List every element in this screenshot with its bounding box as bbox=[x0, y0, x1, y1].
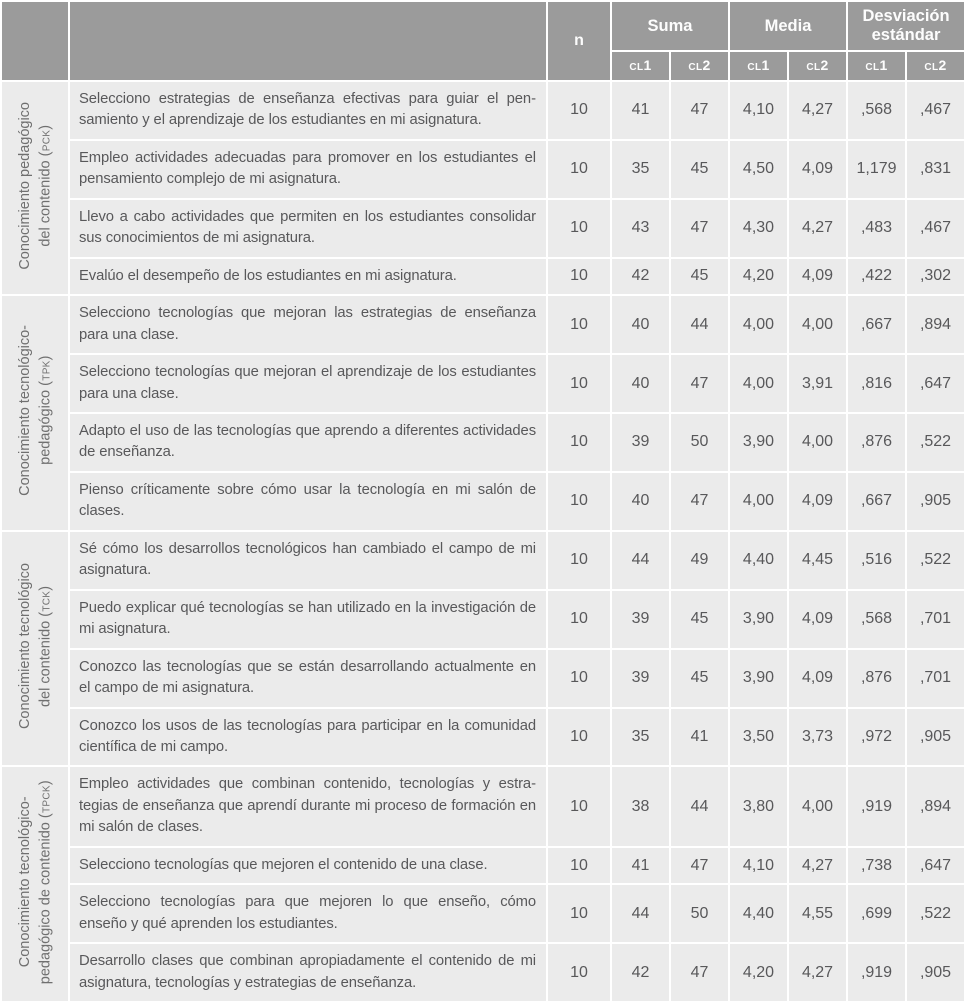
category-line1: Conocimiento tecnológico- bbox=[16, 796, 33, 968]
de-cl2-value: ,647 bbox=[906, 354, 964, 413]
category-abbr: (tck) bbox=[37, 585, 53, 617]
suma-cl2-value: 50 bbox=[670, 413, 729, 472]
de-cl2-value: ,905 bbox=[906, 472, 964, 531]
table-row bbox=[1, 199, 964, 258]
suma-cl1-value: 40 bbox=[611, 295, 670, 354]
de-cl1-value: ,422 bbox=[847, 258, 906, 295]
item-text: Conozco los usos de las tecnologías para participar en la comunidad científica de mi campo. bbox=[69, 708, 547, 767]
suma-cl1-value: 40 bbox=[611, 354, 670, 413]
category-line1: Conocimiento pedagógico bbox=[16, 101, 33, 270]
item-text: Puedo explicar qué tecnologías se han utilizado en la investigación de mi asignatura. bbox=[69, 590, 547, 649]
suma-cl1-value: 39 bbox=[611, 649, 670, 708]
media-cl2-value: 3,91 bbox=[788, 354, 847, 413]
category-line2-text: del contenido bbox=[37, 620, 53, 707]
media-cl1-value: 3,50 bbox=[729, 708, 788, 767]
category-line2 bbox=[35, 780, 55, 984]
suma-cl2-value: 45 bbox=[670, 140, 729, 199]
de-cl1-value: ,667 bbox=[847, 472, 906, 531]
table-row bbox=[1, 943, 964, 1002]
media-cl1-value: 4,20 bbox=[729, 258, 788, 295]
item-text: Empleo actividades que combinan contenido, tecnologías y estrategias de enseñanza que aprendí durante mi proceso de formación en mi salón de clases. bbox=[69, 766, 547, 846]
media-cl1-value: 3,90 bbox=[729, 590, 788, 649]
de-cl2-value: ,701 bbox=[906, 649, 964, 708]
item-text: Sé cómo los desarrollos tecnológicos han cambiado el campo de mi asignatura. bbox=[69, 531, 547, 590]
header-media-cl2: cl2 bbox=[788, 51, 847, 81]
media-cl2-value: 4,27 bbox=[788, 943, 847, 1002]
media-cl2-value: 4,00 bbox=[788, 413, 847, 472]
category-abbr: (tpck) bbox=[37, 779, 53, 818]
media-cl1-value: 3,90 bbox=[729, 413, 788, 472]
suma-cl2-value: 44 bbox=[670, 766, 729, 846]
n-value: 10 bbox=[547, 258, 611, 295]
suma-cl1-value: 41 bbox=[611, 847, 670, 884]
n-value: 10 bbox=[547, 590, 611, 649]
media-cl1-value: 4,00 bbox=[729, 295, 788, 354]
de-cl2-value: ,905 bbox=[906, 708, 964, 767]
media-cl2-value: 4,00 bbox=[788, 766, 847, 846]
header-de-cl2: cl2 bbox=[906, 51, 964, 81]
category-label bbox=[15, 102, 56, 270]
category-line2 bbox=[35, 563, 55, 729]
header-row-groups bbox=[1, 1, 964, 51]
category-label bbox=[15, 563, 56, 729]
de-cl1-value: ,516 bbox=[847, 531, 906, 590]
de-cl2-value: ,467 bbox=[906, 199, 964, 258]
de-cl2-value: ,894 bbox=[906, 766, 964, 846]
item-text: Adapto el uso de las tecnologías que aprendo a diferentes actividades de enseñanza. bbox=[69, 413, 547, 472]
de-cl1-value: ,919 bbox=[847, 766, 906, 846]
header-suma-cl1: cl1 bbox=[611, 51, 670, 81]
media-cl2-value: 4,45 bbox=[788, 531, 847, 590]
item-text: Selecciono tecnologías que mejoren el contenido de una clase. bbox=[69, 847, 547, 884]
n-value: 10 bbox=[547, 708, 611, 767]
de-cl1-value: ,699 bbox=[847, 884, 906, 943]
item-text: Selecciono estrategias de enseñanza efectivas para guiar el pensamiento y el aprendizaje de los estudiantes en mi asignatura. bbox=[69, 81, 547, 140]
category-line1: Conocimiento tecnológico- bbox=[16, 325, 33, 496]
category-cell-tpck bbox=[1, 766, 69, 1002]
media-cl2-value: 4,00 bbox=[788, 295, 847, 354]
media-cl2-value: 4,09 bbox=[788, 140, 847, 199]
media-cl2-value: 4,27 bbox=[788, 847, 847, 884]
de-cl1-value: ,972 bbox=[847, 708, 906, 767]
suma-cl1-value: 42 bbox=[611, 258, 670, 295]
de-cl2-value: ,467 bbox=[906, 81, 964, 140]
de-cl1-value: ,568 bbox=[847, 81, 906, 140]
table-row bbox=[1, 590, 964, 649]
suma-cl1-value: 41 bbox=[611, 81, 670, 140]
table-row bbox=[1, 81, 964, 140]
table-row bbox=[1, 295, 964, 354]
media-cl2-value: 4,09 bbox=[788, 258, 847, 295]
suma-cl1-value: 35 bbox=[611, 140, 670, 199]
item-text: Selecciono tecnologías que mejoran las estrategias de enseñanza para una clase. bbox=[69, 295, 547, 354]
suma-cl2-value: 50 bbox=[670, 884, 729, 943]
n-value: 10 bbox=[547, 81, 611, 140]
n-value: 10 bbox=[547, 413, 611, 472]
item-text: Selecciono tecnologías que mejoran el aprendizaje de los estudiantes para una clase. bbox=[69, 354, 547, 413]
de-cl1-value: ,667 bbox=[847, 295, 906, 354]
suma-cl2-value: 45 bbox=[670, 590, 729, 649]
de-cl2-value: ,522 bbox=[906, 413, 964, 472]
suma-cl2-value: 47 bbox=[670, 472, 729, 531]
header-suma: Suma bbox=[611, 1, 729, 51]
suma-cl2-value: 49 bbox=[670, 531, 729, 590]
category-line1: Conocimiento tecnológico bbox=[16, 563, 33, 730]
suma-cl2-value: 45 bbox=[670, 649, 729, 708]
table-row bbox=[1, 472, 964, 531]
de-cl1-value: ,816 bbox=[847, 354, 906, 413]
category-label bbox=[15, 325, 56, 496]
suma-cl2-value: 45 bbox=[670, 258, 729, 295]
de-cl1-value: ,568 bbox=[847, 590, 906, 649]
de-cl1-value: 1,179 bbox=[847, 140, 906, 199]
de-cl2-value: ,522 bbox=[906, 531, 964, 590]
n-value: 10 bbox=[547, 472, 611, 531]
item-text: Pienso críticamente sobre cómo usar la tecnología en mi salón de clases. bbox=[69, 472, 547, 531]
table-row bbox=[1, 649, 964, 708]
suma-cl2-value: 47 bbox=[670, 354, 729, 413]
media-cl1-value: 4,00 bbox=[729, 354, 788, 413]
n-value: 10 bbox=[547, 354, 611, 413]
n-value: 10 bbox=[547, 766, 611, 846]
item-text: Selecciono tecnologías para que mejoren lo que enseño, cómo enseño y qué aprenden los estudiantes. bbox=[69, 884, 547, 943]
category-line2 bbox=[35, 102, 55, 270]
category-cell-pck bbox=[1, 81, 69, 295]
header-item-blank bbox=[69, 1, 547, 81]
n-value: 10 bbox=[547, 531, 611, 590]
n-value: 10 bbox=[547, 199, 611, 258]
de-cl2-value: ,647 bbox=[906, 847, 964, 884]
de-cl2-value: ,894 bbox=[906, 295, 964, 354]
de-cl2-value: ,905 bbox=[906, 943, 964, 1002]
category-line2-text: pedagógico de contenido bbox=[37, 821, 53, 984]
table-row bbox=[1, 884, 964, 943]
suma-cl2-value: 47 bbox=[670, 199, 729, 258]
suma-cl1-value: 44 bbox=[611, 531, 670, 590]
media-cl1-value: 4,10 bbox=[729, 847, 788, 884]
media-cl2-value: 3,73 bbox=[788, 708, 847, 767]
n-value: 10 bbox=[547, 140, 611, 199]
header-de-cl1: cl1 bbox=[847, 51, 906, 81]
media-cl2-value: 4,55 bbox=[788, 884, 847, 943]
suma-cl2-value: 47 bbox=[670, 943, 729, 1002]
suma-cl1-value: 44 bbox=[611, 884, 670, 943]
table-row bbox=[1, 140, 964, 199]
media-cl1-value: 4,40 bbox=[729, 884, 788, 943]
de-cl1-value: ,876 bbox=[847, 649, 906, 708]
item-text: Conozco las tecnologías que se están desarrollando actualmente en el campo de mi asignatura. bbox=[69, 649, 547, 708]
item-text: Empleo actividades adecuadas para promover en los estudiantes el pensamiento complejo de mi asignatura. bbox=[69, 140, 547, 199]
n-value: 10 bbox=[547, 884, 611, 943]
table-row bbox=[1, 354, 964, 413]
de-cl2-value: ,522 bbox=[906, 884, 964, 943]
media-cl2-value: 4,09 bbox=[788, 649, 847, 708]
category-cell-tpk bbox=[1, 295, 69, 531]
media-cl1-value: 3,80 bbox=[729, 766, 788, 846]
de-cl1-value: ,483 bbox=[847, 199, 906, 258]
de-cl2-value: ,701 bbox=[906, 590, 964, 649]
category-line2 bbox=[35, 325, 55, 496]
header-desviacion-estandar: Desviación estándar bbox=[847, 1, 964, 51]
category-line2-text: pedagógico bbox=[37, 390, 53, 466]
suma-cl2-value: 47 bbox=[670, 81, 729, 140]
n-value: 10 bbox=[547, 943, 611, 1002]
suma-cl1-value: 40 bbox=[611, 472, 670, 531]
header-category-blank bbox=[1, 1, 69, 81]
item-text: Evalúo el desempeño de los estudiantes en mi asignatura. bbox=[69, 258, 547, 295]
n-value: 10 bbox=[547, 847, 611, 884]
de-cl2-value: ,831 bbox=[906, 140, 964, 199]
table-row bbox=[1, 531, 964, 590]
de-cl1-value: ,876 bbox=[847, 413, 906, 472]
header-n: n bbox=[547, 1, 611, 81]
media-cl2-value: 4,27 bbox=[788, 81, 847, 140]
media-cl1-value: 4,20 bbox=[729, 943, 788, 1002]
de-cl2-value: ,302 bbox=[906, 258, 964, 295]
header-media: Media bbox=[729, 1, 847, 51]
suma-cl1-value: 38 bbox=[611, 766, 670, 846]
media-cl1-value: 4,50 bbox=[729, 140, 788, 199]
category-label bbox=[15, 780, 56, 984]
suma-cl1-value: 39 bbox=[611, 590, 670, 649]
media-cl2-value: 4,09 bbox=[788, 472, 847, 531]
media-cl1-value: 4,30 bbox=[729, 199, 788, 258]
table-row bbox=[1, 847, 964, 884]
de-cl1-value: ,919 bbox=[847, 943, 906, 1002]
table-row bbox=[1, 766, 964, 846]
suma-cl2-value: 41 bbox=[670, 708, 729, 767]
media-cl1-value: 3,90 bbox=[729, 649, 788, 708]
suma-cl1-value: 42 bbox=[611, 943, 670, 1002]
table-row bbox=[1, 258, 964, 295]
suma-cl1-value: 43 bbox=[611, 199, 670, 258]
header-media-cl1: cl1 bbox=[729, 51, 788, 81]
category-line2-text: del contenido bbox=[37, 160, 53, 247]
n-value: 10 bbox=[547, 295, 611, 354]
media-cl1-value: 4,10 bbox=[729, 81, 788, 140]
suma-cl1-value: 39 bbox=[611, 413, 670, 472]
category-cell-tck bbox=[1, 531, 69, 767]
table-row bbox=[1, 708, 964, 767]
media-cl2-value: 4,27 bbox=[788, 199, 847, 258]
media-cl2-value: 4,09 bbox=[788, 590, 847, 649]
media-cl1-value: 4,00 bbox=[729, 472, 788, 531]
media-cl1-value: 4,40 bbox=[729, 531, 788, 590]
item-text: Llevo a cabo actividades que permiten en los estudiantes consolidar sus conocimientos de mi asignatura. bbox=[69, 199, 547, 258]
category-abbr: (tpk) bbox=[37, 355, 53, 387]
n-value: 10 bbox=[547, 649, 611, 708]
category-abbr: (pck) bbox=[37, 124, 53, 157]
item-text: Desarrollo clases que combinan apropiadamente el contenido de mi asignatura, tecnologías y estrategias de enseñanza. bbox=[69, 943, 547, 1002]
suma-cl2-value: 44 bbox=[670, 295, 729, 354]
de-cl1-value: ,738 bbox=[847, 847, 906, 884]
suma-cl2-value: 47 bbox=[670, 847, 729, 884]
table-row bbox=[1, 413, 964, 472]
header-suma-cl2: cl2 bbox=[670, 51, 729, 81]
suma-cl1-value: 35 bbox=[611, 708, 670, 767]
